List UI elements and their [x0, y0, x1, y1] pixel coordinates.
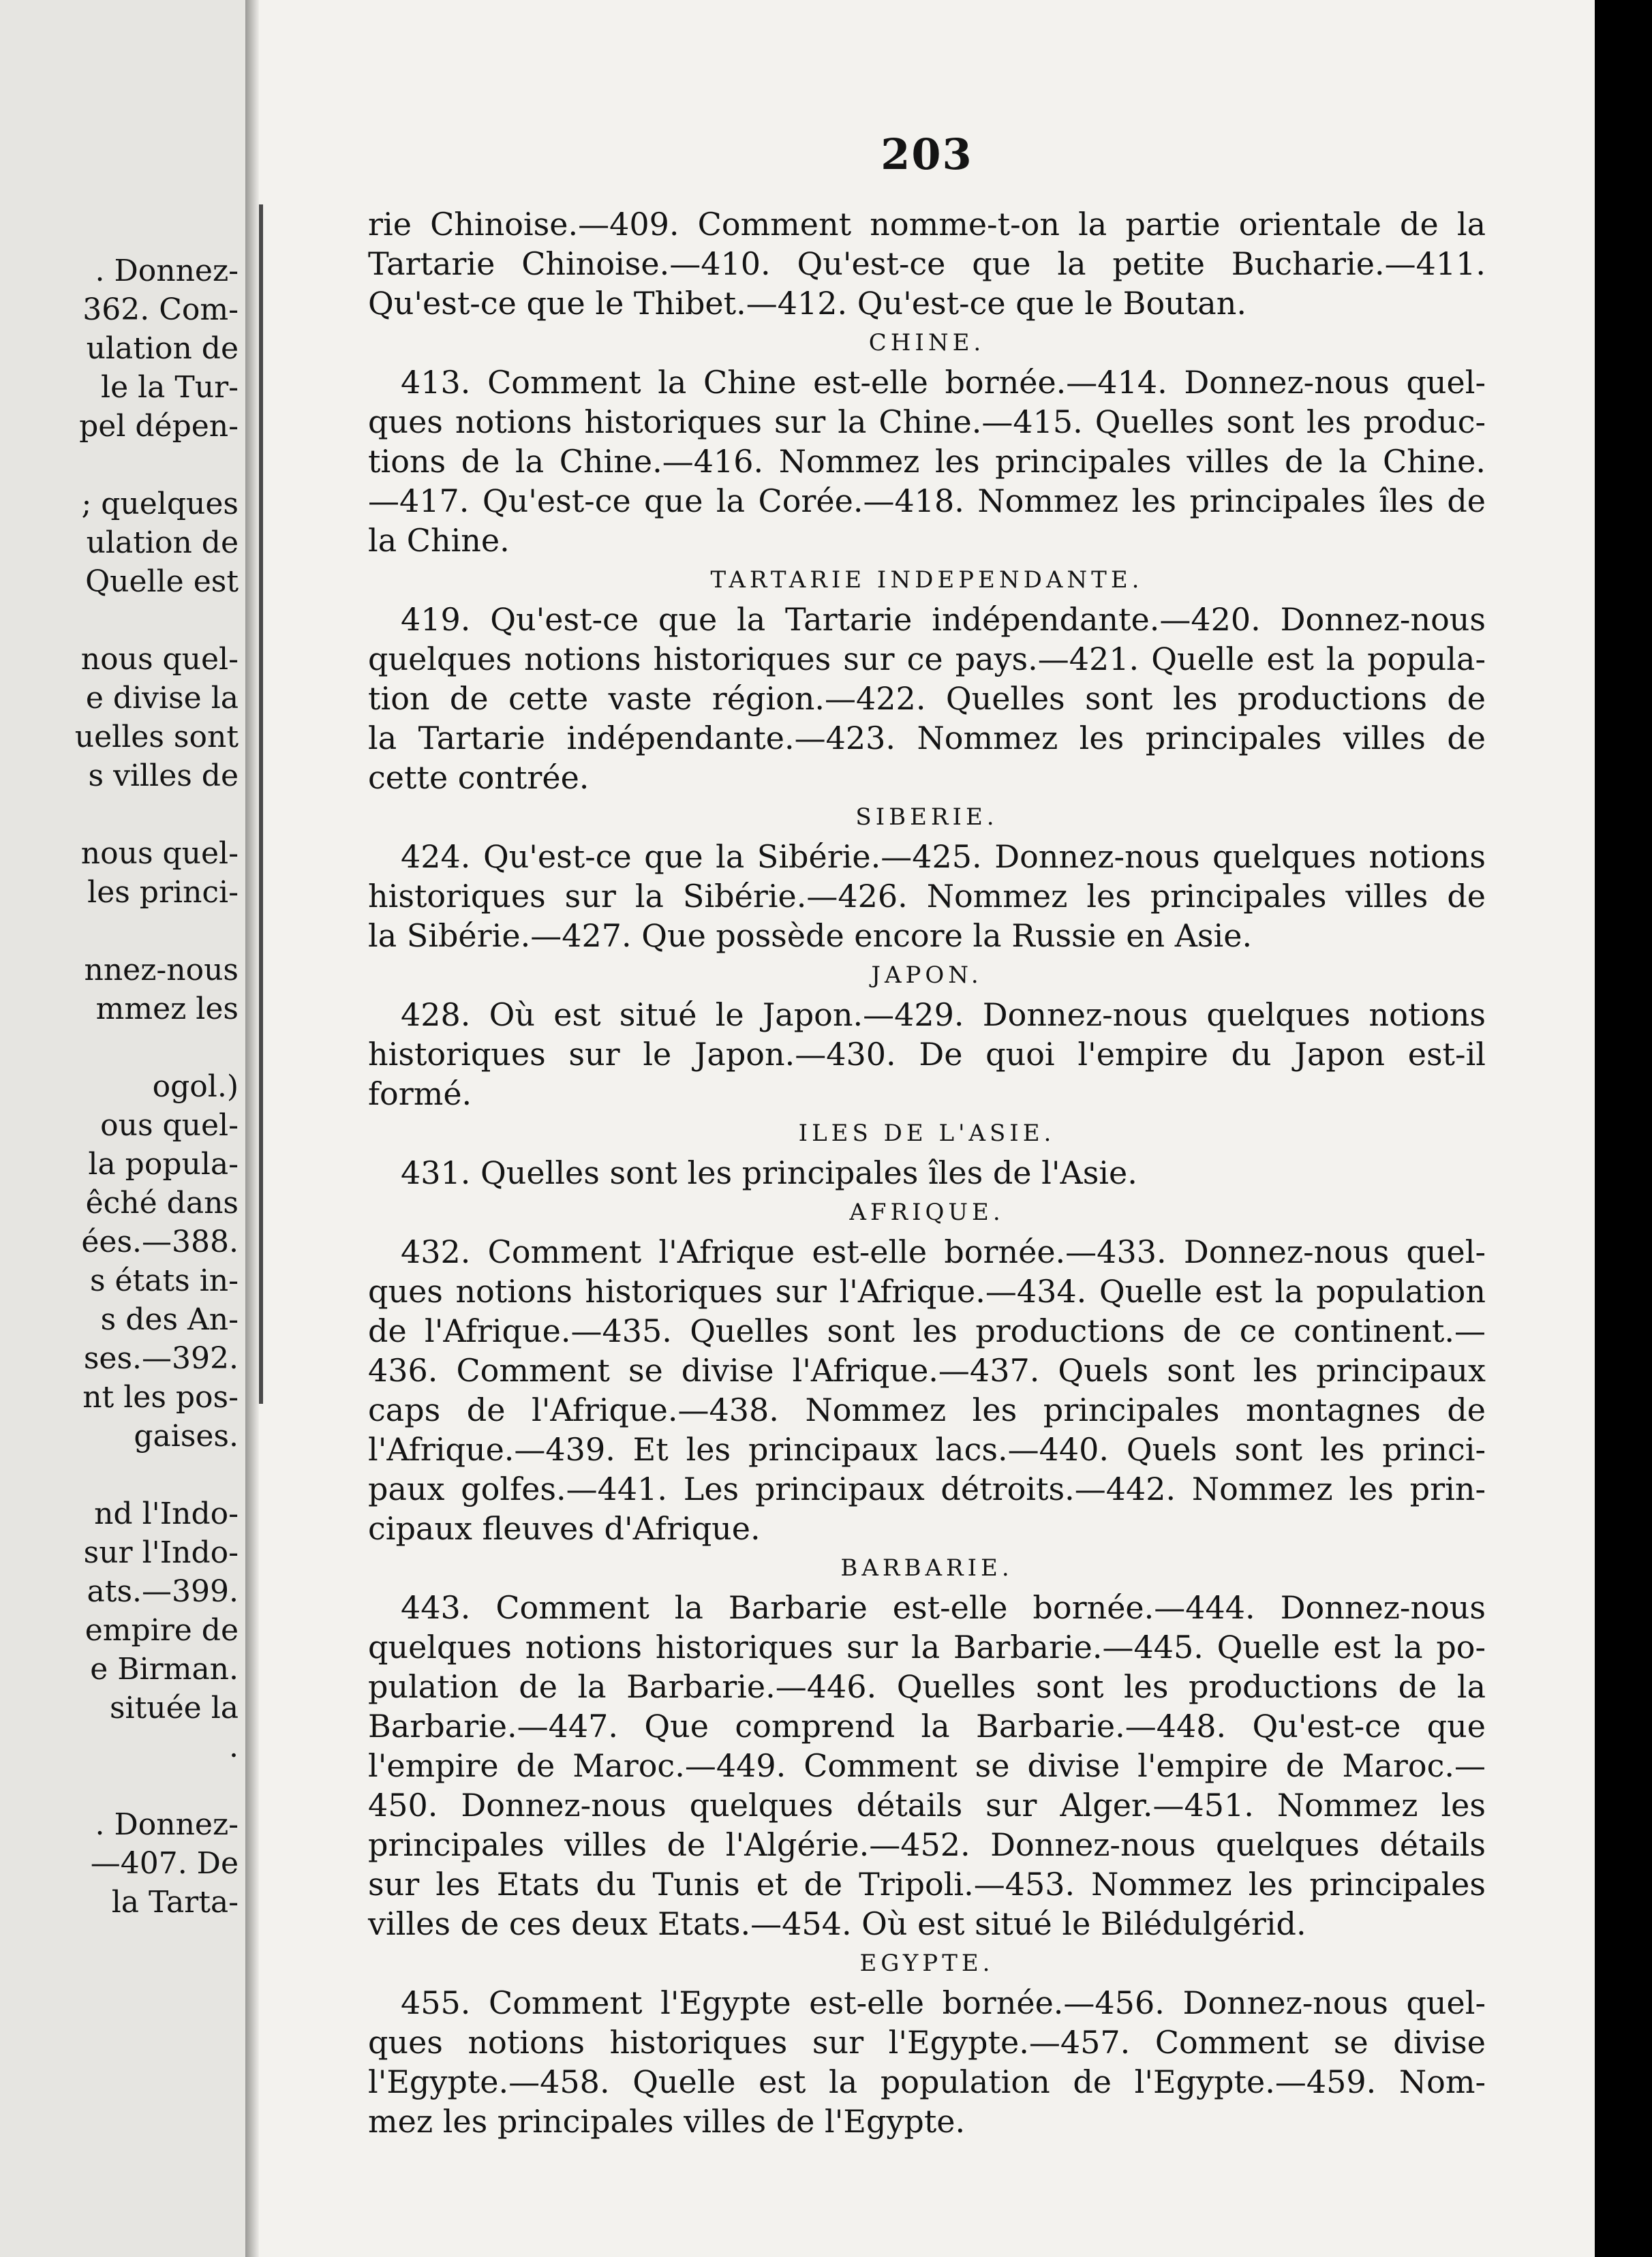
text-line: rie Chinoise.—409. Comment nomme-t-on la partie orientale de la: [368, 206, 1486, 243]
left-page-line: nd l'Indo-: [94, 1496, 239, 1531]
right-page: [259, 0, 1595, 2257]
left-page-line: ses.—392.: [83, 1341, 239, 1376]
text-line: quelques notions historiques sur la Barbarie.—445. Quelle est la po-: [368, 1629, 1486, 1665]
left-page-line: e Birman.: [90, 1652, 239, 1687]
text-line: l'empire de Maroc.—449. Comment se divise l'empire de Maroc.—: [368, 1747, 1486, 1784]
left-page-line: pel dépen-: [79, 409, 239, 444]
text-line: 450. Donnez-nous quelques détails sur Alger.—451. Nommez les: [368, 1787, 1486, 1824]
section-heading: EGYPTE.: [859, 1950, 994, 1977]
scan-edge: [1595, 0, 1652, 2257]
text-line: 455. Comment l'Egypte est-elle bornée.—456. Donnez-nous quel-: [401, 1984, 1486, 2021]
section-heading: SIBERIE.: [855, 803, 998, 831]
text-line: mez les principales villes de l'Egypte.: [368, 2103, 966, 2140]
section: [368, 1193, 1486, 1548]
left-page-line: ats.—399.: [87, 1574, 239, 1609]
left-page-line: . Donnez-: [95, 1807, 239, 1842]
text-line: principales villes de l'Algérie.—452. Donnez-nous quelques détails: [368, 1826, 1486, 1863]
text-line: ques notions historiques sur l'Afrique.—434. Quelle est la population: [368, 1273, 1486, 1310]
text-line: formé.: [368, 1075, 472, 1112]
left-page-line: ous quel-: [100, 1108, 239, 1143]
left-page-line: e divise la: [85, 681, 239, 716]
left-page-line: ulation de: [86, 525, 239, 560]
left-page-line: s villes de: [88, 758, 239, 793]
section: [368, 797, 1486, 955]
left-page-line: les princi-: [87, 875, 239, 910]
text-line: —417. Qu'est-ce que la Corée.—418. Nommez les principales îles de: [368, 482, 1486, 519]
text-line: la Sibérie.—427. Que possède encore la Russie en Asie.: [368, 917, 1253, 954]
left-page-line: gaises.: [134, 1419, 239, 1454]
text-line: l'Egypte.—458. Quelle est la population de l'Egypte.—459. Nom-: [368, 2063, 1486, 2100]
text-line: Qu'est-ce que le Thibet.—412. Qu'est-ce que le Boutan.: [368, 285, 1246, 322]
text-line: 424. Qu'est-ce que la Sibérie.—425. Donnez-nous quelques notions: [401, 838, 1486, 875]
text-line: paux golfes.—441. Les principaux détroits.—442. Nommez les prin-: [368, 1471, 1486, 1507]
section-heading: CHINE.: [868, 329, 985, 356]
left-page-line: nt les pos-: [82, 1380, 239, 1415]
text-line: Tartarie Chinoise.—410. Qu'est-ce que la petite Bucharie.—411.: [368, 245, 1486, 282]
left-page-line: ées.—388.: [81, 1225, 239, 1259]
text-line: 413. Comment la Chine est-elle bornée.—414. Donnez-nous quel-: [401, 364, 1486, 401]
text-line: de l'Afrique.—435. Quelles sont les productions de ce continent.—: [368, 1312, 1486, 1349]
left-page-line: s des An-: [100, 1302, 239, 1337]
section: [368, 560, 1486, 797]
left-page-line: ogol.): [152, 1069, 239, 1104]
section: [368, 323, 1486, 560]
text-line: l'Afrique.—439. Et les principaux lacs.—440. Quels sont les princi-: [368, 1431, 1486, 1468]
left-page-line: nous quel-: [80, 642, 239, 677]
left-page-line: nnez-nous: [84, 953, 239, 987]
section: [368, 1944, 1486, 2141]
section-heading: TARTARIE INDEPENDANTE.: [710, 566, 1144, 594]
text-line: 419. Qu'est-ce que la Tartarie indépendante.—420. Donnez-nous: [401, 601, 1486, 638]
left-page-line: la Tarta-: [111, 1885, 239, 1920]
text-line: historiques sur la Sibérie.—426. Nommez les principales villes de: [368, 878, 1486, 915]
left-page-line: nous quel-: [80, 836, 239, 871]
text-line: la Tartarie indépendante.—423. Nommez les principales villes de: [368, 720, 1486, 756]
text-line: caps de l'Afrique.—438. Nommez les principales montagnes de: [368, 1392, 1486, 1428]
body-text: [368, 204, 1486, 2141]
left-page-line: êché dans: [85, 1186, 239, 1220]
left-page-line: 362. Com-: [82, 292, 239, 327]
left-page-line: uelles sont: [74, 720, 239, 754]
text-line: tions de la Chine.—416. Nommez les principales villes de la Chine.: [368, 443, 1486, 480]
left-page-line: mmez les: [95, 992, 239, 1026]
left-page-line: Quelle est: [85, 564, 239, 599]
section-heading: BARBARIE.: [840, 1554, 1013, 1582]
left-page-line: ; quelques: [81, 487, 239, 521]
text-line: la Chine.: [368, 522, 510, 559]
section-heading: ILES DE L'ASIE.: [798, 1120, 1056, 1147]
column-rule: [259, 204, 263, 1404]
section: [368, 955, 1486, 1114]
left-page-line: la popula-: [88, 1147, 239, 1182]
left-page-line: —407. De: [90, 1846, 239, 1881]
text-line: Barbarie.—447. Que comprend la Barbarie.—448. Qu'est-ce que: [368, 1708, 1486, 1745]
section-heading: AFRIQUE.: [849, 1199, 1005, 1226]
section: [368, 1548, 1486, 1944]
book-gutter: [245, 0, 259, 2257]
text-line: 443. Comment la Barbarie est-elle bornée.—444. Donnez-nous: [401, 1589, 1486, 1626]
left-page-line: . Donnez-: [95, 254, 239, 288]
left-page-line: .: [229, 1730, 239, 1764]
section: [368, 1114, 1486, 1193]
text-line: villes de ces deux Etats.—454. Où est situé le Bilédulgérid.: [368, 1905, 1306, 1942]
text-line: ques notions historiques sur l'Egypte.—457. Comment se divise: [368, 2024, 1486, 2061]
left-page-line: sur l'Indo-: [83, 1535, 239, 1570]
text-line: 436. Comment se divise l'Afrique.—437. Quels sont les principaux: [368, 1352, 1486, 1389]
text-line: historiques sur le Japon.—430. De quoi l'empire du Japon est-il: [368, 1036, 1486, 1073]
text-line: 428. Où est situé le Japon.—429. Donnez-nous quelques notions: [401, 996, 1486, 1033]
text-line: 431. Quelles sont les principales îles de l'Asie.: [401, 1154, 1137, 1191]
text-line: cipaux fleuves d'Afrique.: [368, 1510, 761, 1547]
text-line: tion de cette vaste région.—422. Quelles sont les productions de: [368, 680, 1486, 717]
text-line: quelques notions historiques sur ce pays.—421. Quelle est la popula-: [368, 641, 1486, 677]
left-page-line: s états in-: [89, 1263, 239, 1298]
page-number: 203: [881, 129, 973, 179]
text-line: sur les Etats du Tunis et de Tripoli.—453. Nommez les principales: [368, 1866, 1486, 1903]
left-page-line: ulation de: [86, 331, 239, 366]
text-line: ques notions historiques sur la Chine.—415. Quelles sont les produc-: [368, 403, 1486, 440]
left-page: [0, 0, 245, 2257]
section: [368, 204, 1486, 323]
text-line: cette contrée.: [368, 759, 590, 796]
text-line: 432. Comment l'Afrique est-elle bornée.—433. Donnez-nous quel-: [401, 1233, 1486, 1270]
left-page-line: située la: [109, 1691, 239, 1725]
left-page-line: le la Tur-: [101, 370, 239, 405]
left-page-line: empire de: [85, 1613, 239, 1648]
section-heading: JAPON.: [871, 962, 983, 989]
text-line: pulation de la Barbarie.—446. Quelles sont les productions de la: [368, 1668, 1486, 1705]
